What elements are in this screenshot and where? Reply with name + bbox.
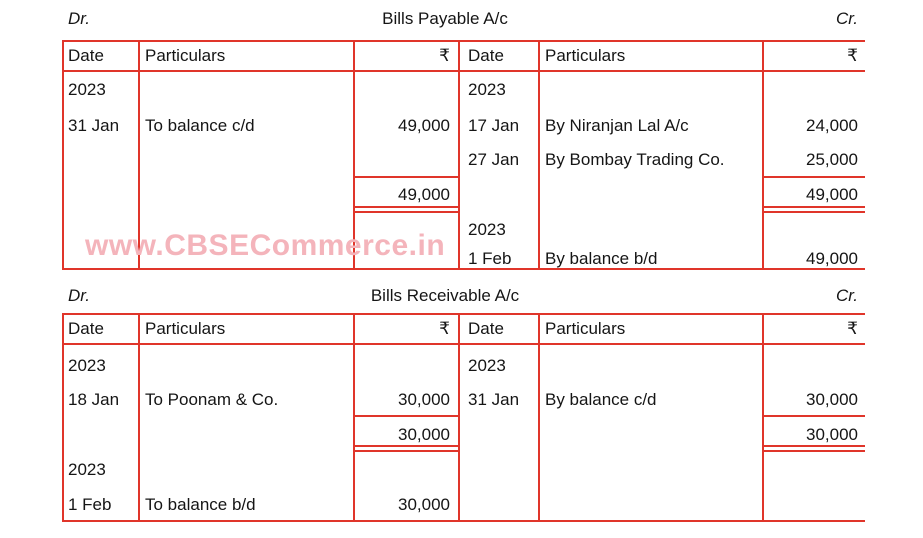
entry-particulars: By Bombay Trading Co.: [545, 150, 725, 169]
total-double-rule: [353, 211, 458, 213]
year-label: 2023: [68, 460, 106, 479]
column-header-particulars: Particulars: [545, 319, 626, 338]
total-amount: 49,000: [398, 185, 450, 204]
column-header-particulars: Particulars: [145, 46, 226, 65]
cr-label: Cr.: [835, 286, 858, 305]
dr-label: Dr.: [68, 9, 91, 28]
entry-amount: 30,000: [806, 390, 858, 409]
table-border-left: [62, 40, 64, 270]
entry-amount: 30,000: [398, 390, 450, 409]
column-header-amount: ₹: [847, 319, 858, 338]
entry-particulars: To balance c/d: [145, 116, 255, 135]
account-title: Bills Payable A/c: [382, 9, 508, 28]
column-header-date: Date: [68, 46, 104, 65]
entry-date: 27 Jan: [468, 150, 520, 169]
entry-date: 17 Jan: [468, 116, 520, 135]
year-label: 2023: [468, 356, 506, 375]
entry-particulars: By balance b/d: [545, 249, 658, 268]
total-rule-above: [353, 415, 458, 417]
header-rule: [62, 70, 865, 72]
column-header-date: Date: [68, 319, 104, 338]
entry-amount: 49,000: [806, 249, 858, 268]
column-rule: [538, 313, 540, 522]
total-double-rule: [353, 450, 458, 452]
total-double-rule: [762, 211, 865, 213]
site-watermark: www.CBSECommerce.in: [85, 229, 446, 262]
total-rule-above: [762, 176, 865, 178]
year-label: 2023: [468, 80, 506, 99]
column-header-amount: ₹: [439, 319, 450, 338]
entry-date: 1 Feb: [468, 249, 512, 268]
column-rule: [538, 40, 540, 270]
entry-date: 31 Jan: [68, 116, 120, 135]
header-rule: [62, 343, 865, 345]
dr-label: Dr.: [68, 286, 91, 305]
table-border-top: [62, 40, 865, 42]
total-double-rule: [762, 206, 865, 208]
total-amount: 30,000: [806, 425, 858, 444]
column-header-amount: ₹: [847, 46, 858, 65]
entry-amount: 49,000: [398, 116, 450, 135]
entry-amount: 30,000: [398, 495, 450, 514]
column-rule: [138, 313, 140, 522]
year-label: 2023: [468, 220, 506, 239]
column-rule: [458, 313, 460, 522]
table-border-top: [62, 313, 865, 315]
total-double-rule: [762, 450, 865, 452]
entry-amount: 25,000: [806, 150, 858, 169]
total-rule-above: [353, 176, 458, 178]
entry-date: 18 Jan: [68, 390, 120, 409]
table-border-left: [62, 313, 64, 522]
year-label: 2023: [68, 80, 106, 99]
year-label: 2023: [68, 356, 106, 375]
entry-date: 31 Jan: [468, 390, 520, 409]
column-header-particulars: Particulars: [545, 46, 626, 65]
entry-date: 1 Feb: [68, 495, 112, 514]
column-header-date: Date: [468, 46, 504, 65]
column-rule: [353, 313, 355, 522]
entry-amount: 24,000: [806, 116, 858, 135]
column-header-date: Date: [468, 319, 504, 338]
column-header-amount: ₹: [439, 46, 450, 65]
entry-particulars: To balance b/d: [145, 495, 256, 514]
total-amount: 30,000: [398, 425, 450, 444]
column-header-particulars: Particulars: [145, 319, 226, 338]
entry-particulars: By balance c/d: [545, 390, 657, 409]
total-amount: 49,000: [806, 185, 858, 204]
account-title: Bills Receivable A/c: [370, 286, 520, 305]
total-double-rule: [353, 206, 458, 208]
entry-particulars: By Niranjan Lal A/c: [545, 116, 689, 135]
entry-particulars: To Poonam & Co.: [145, 390, 279, 409]
table-border-bottom: [62, 520, 865, 522]
column-rule: [762, 313, 764, 522]
cr-label: Cr.: [835, 9, 858, 28]
table-border-bottom: [62, 268, 865, 270]
total-rule-above: [762, 415, 865, 417]
column-rule: [458, 40, 460, 270]
